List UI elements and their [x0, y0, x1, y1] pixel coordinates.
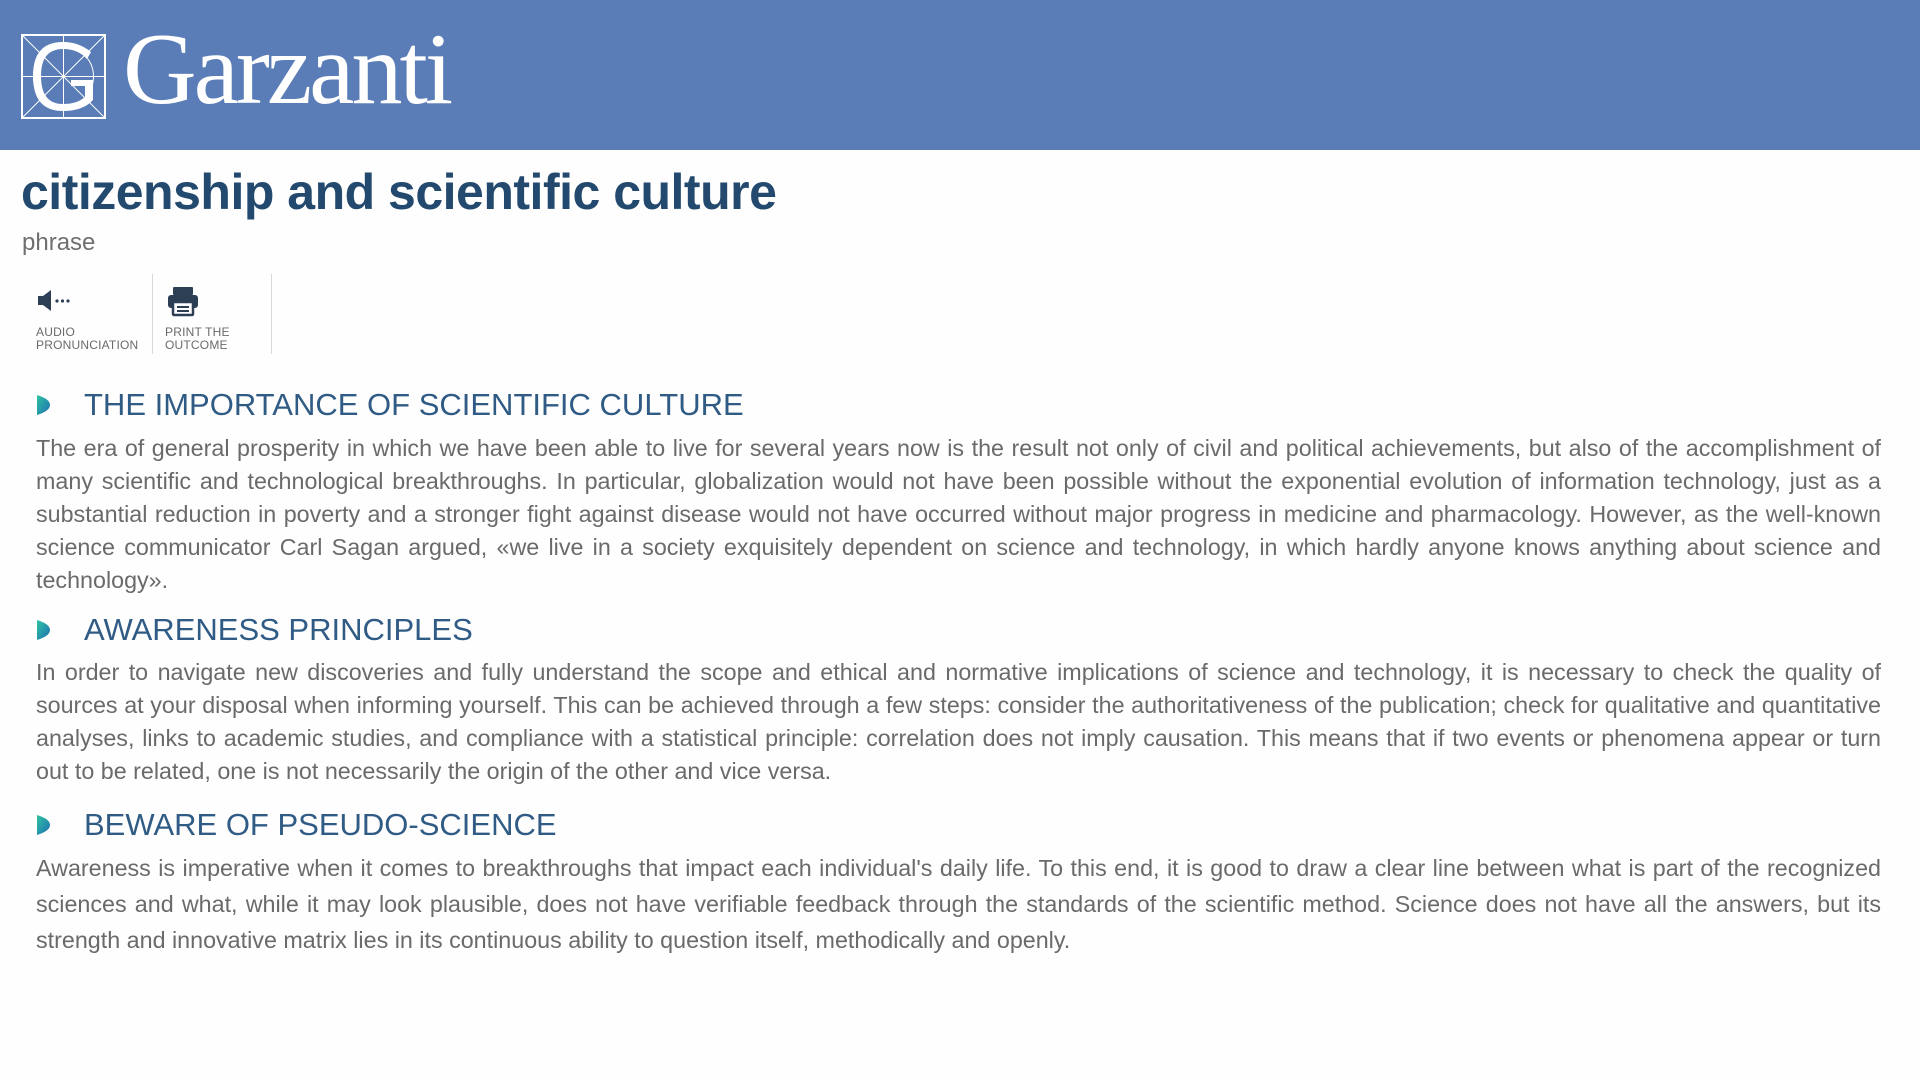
- speaker-icon: [36, 284, 80, 318]
- entry-toolbar: [24, 274, 272, 354]
- audio-pronunciation-label: AUDIO PRONUNCIATION: [36, 325, 139, 352]
- bullet-icon: [36, 814, 50, 836]
- section-heading: [36, 806, 557, 844]
- printer-icon: [165, 284, 209, 318]
- entry-content: [0, 150, 1920, 1080]
- section-body: The era of general prosperity in which we have been able to live for several years now is the result not only of civil and political achievements, but also of the accomplishment of many scientific and technological breakthroughs. In particular, globalization would not have been possible without the exponential evolution of information technology, just as a substantial reduction in poverty and a stronger fight against disease would not have occurred without major progress in medicine and pharmacology. However, as the well-known science communicator Carl Sagan argued, «we live in a society exquisitely dependent on science and technology, in which hardly anyone knows anything about science and technology».: [36, 435, 1881, 593]
- bullet-icon: [36, 619, 50, 641]
- section-title: THE IMPORTANCE OF SCIENTIFIC CULTURE: [84, 387, 744, 422]
- print-outcome-button[interactable]: [153, 274, 271, 354]
- section-body: In order to navigate new discoveries and fully understand the scope and ethical and normative implications of science and technology, it is necessary to check the quality of sources at your disposal when informing yourself. This can be achieved through a few steps: consider the authoritativeness of the publication; check for qualitative and quantitative analyses, links to academic studies, and compliance with a statistical principle: correlation does not imply causation. This means that if two events or phenomena appear or turn out to be related, one is not necessarily the origin of the other and vice versa.: [36, 659, 1881, 784]
- section-heading: [36, 611, 473, 649]
- site-header: [0, 0, 1920, 150]
- toolbar-divider: [271, 274, 272, 354]
- entry-title: citizenship and scientific culture: [21, 164, 777, 220]
- brand-name: Garzanti: [123, 13, 451, 126]
- section-heading: [36, 386, 744, 424]
- section-title: AWARENESS PRINCIPLES: [84, 612, 473, 647]
- section-body: Awareness is imperative when it comes to breakthroughs that impact each individual's daily life. To this end, it is good to draw a clear line between what is part of the recognized sciences and what, while it may look plausible, does not have verifiable feedback through the standards of the scientific method. Science does not have all the answers, but its strength and innovative matrix lies in its continuous ability to question itself, methodically and openly.: [36, 855, 1881, 953]
- print-outcome-label: PRINT THE OUTCOME: [165, 325, 230, 352]
- part-of-speech: phrase: [22, 229, 96, 256]
- bullet-icon: [36, 394, 50, 416]
- section-title: BEWARE OF PSEUDO-SCIENCE: [84, 807, 557, 842]
- garzanti-logo-mark-icon: [21, 34, 106, 119]
- audio-pronunciation-button[interactable]: [24, 274, 152, 354]
- garzanti-logo[interactable]: [21, 13, 451, 127]
